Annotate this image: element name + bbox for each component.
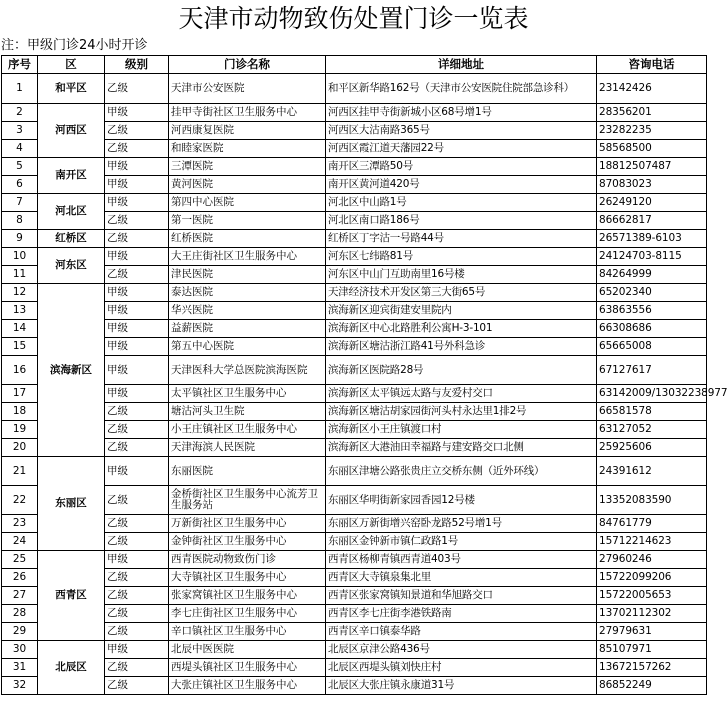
row-no: 7 [2, 194, 38, 212]
clinic-address: 河东区中山门互助南里16号楼 [326, 266, 597, 284]
clinic-level: 甲级 [105, 551, 169, 569]
table-row [2, 356, 707, 385]
clinic-address: 河西区大沽南路365号 [326, 122, 597, 140]
table-row [2, 641, 707, 659]
clinic-level: 乙级 [105, 605, 169, 623]
clinic-table [1, 55, 727, 695]
clinic-name: 红桥医院 [169, 230, 326, 248]
clinic-name: 金钟街社区卫生服务中心 [169, 533, 326, 551]
row-no: 15 [2, 338, 38, 356]
clinic-name: 第一医院 [169, 212, 326, 230]
clinic-phone: 26571389-6103 [597, 230, 707, 248]
clinic-phone: 86852249 [597, 677, 707, 695]
clinic-name: 第五中心医院 [169, 338, 326, 356]
header-district: 区 [38, 56, 105, 74]
clinic-level: 甲级 [105, 284, 169, 302]
table-row [2, 659, 707, 677]
clinic-address: 滨海新区太平镇远太路与友爱村交口 [326, 385, 597, 403]
clinic-name: 西青医院动物致伤门诊 [169, 551, 326, 569]
clinic-address: 和平区新华路162号（天津市公安医院住院部急诊科） [326, 74, 597, 104]
clinic-name: 塘沽河头卫生院 [169, 403, 326, 421]
clinic-phone: 27960246 [597, 551, 707, 569]
table-row [2, 439, 707, 457]
clinic-level: 乙级 [105, 486, 169, 515]
clinic-address: 北辰区大张庄镇永康道31号 [326, 677, 597, 695]
row-no: 26 [2, 569, 38, 587]
clinic-level: 甲级 [105, 457, 169, 486]
clinic-address: 河西区挂甲寺街新城小区68号增1号 [326, 104, 597, 122]
clinic-name: 益薪医院 [169, 320, 326, 338]
clinic-phone: 23282235 [597, 122, 707, 140]
row-no: 3 [2, 122, 38, 140]
table-row [2, 569, 707, 587]
clinic-name: 天津海滨人民医院 [169, 439, 326, 457]
clinic-level: 乙级 [105, 439, 169, 457]
clinic-name: 三潭医院 [169, 158, 326, 176]
table-row [2, 515, 707, 533]
clinic-address: 天津经济技术开发区第三大街65号 [326, 284, 597, 302]
district-cell: 红桥区 [38, 230, 105, 248]
clinic-level: 甲级 [105, 158, 169, 176]
clinic-address: 东丽区万新街增兴窑卧龙路52号增1号 [326, 515, 597, 533]
row-no: 5 [2, 158, 38, 176]
table-body [2, 74, 727, 695]
clinic-address: 滨海新区大港油田幸福路与建安路交口北侧 [326, 439, 597, 457]
clinic-name: 东丽医院 [169, 457, 326, 486]
clinic-name: 第四中心医院 [169, 194, 326, 212]
clinic-name: 和睦家医院 [169, 140, 326, 158]
row-no: 28 [2, 605, 38, 623]
clinic-phone: 66308686 [597, 320, 707, 338]
clinic-phone: 65665008 [597, 338, 707, 356]
district-cell: 滨海新区 [38, 284, 105, 457]
table-row [2, 320, 707, 338]
clinic-name: 津民医院 [169, 266, 326, 284]
clinic-phone: 27979631 [597, 623, 707, 641]
note-text: 注：甲级门诊24小时开诊 [1, 38, 148, 53]
clinic-name: 北辰中医医院 [169, 641, 326, 659]
clinic-phone: 86662817 [597, 212, 707, 230]
clinic-address: 北辰区京津公路436号 [326, 641, 597, 659]
clinic-name: 大张庄镇社区卫生服务中心 [169, 677, 326, 695]
row-no: 8 [2, 212, 38, 230]
row-no: 13 [2, 302, 38, 320]
row-no: 31 [2, 659, 38, 677]
clinic-level: 乙级 [105, 623, 169, 641]
district-cell: 河东区 [38, 248, 105, 284]
clinic-address: 东丽区金钟新市镇仁政路1号 [326, 533, 597, 551]
table-header-row [2, 56, 707, 74]
clinic-phone: 26249120 [597, 194, 707, 212]
row-no: 11 [2, 266, 38, 284]
clinic-name: 天津市公安医院 [169, 74, 326, 104]
clinic-name: 小王庄镇社区卫生服务中心 [169, 421, 326, 439]
clinic-phone: 85107971 [597, 641, 707, 659]
row-no: 18 [2, 403, 38, 421]
row-no: 25 [2, 551, 38, 569]
district-cell: 南开区 [38, 158, 105, 194]
clinic-address: 东丽区华明街新家园香园12号楼 [326, 486, 597, 515]
clinic-name: 天津医科大学总医院滨海医院 [169, 356, 326, 385]
clinic-phone: 24391612 [597, 457, 707, 486]
table-row [2, 302, 707, 320]
district-cell: 和平区 [38, 74, 105, 104]
clinic-level: 乙级 [105, 122, 169, 140]
district-cell: 北辰区 [38, 641, 105, 695]
table-row [2, 122, 707, 140]
clinic-address: 东丽区津塘公路张贵庄立交桥东侧（近外环线） [326, 457, 597, 486]
clinic-address: 红桥区丁字沽一号路44号 [326, 230, 597, 248]
clinic-name: 河西康复医院 [169, 122, 326, 140]
row-no: 1 [2, 74, 38, 104]
clinic-address: 滨海新区迎宾街建安里院内 [326, 302, 597, 320]
page-title: 天津市动物致伤处置门诊一览表 [178, 4, 529, 33]
table-row [2, 140, 707, 158]
row-no: 30 [2, 641, 38, 659]
clinic-phone: 24124703-8115 [597, 248, 707, 266]
clinic-address: 西青区大寺镇泉集北里 [326, 569, 597, 587]
clinic-level: 乙级 [105, 266, 169, 284]
clinic-name: 张家窝镇社区卫生服务中心 [169, 587, 326, 605]
clinic-phone: 15712214623 [597, 533, 707, 551]
row-no: 2 [2, 104, 38, 122]
table-row [2, 486, 707, 515]
row-no: 27 [2, 587, 38, 605]
clinic-name: 李七庄街社区卫生服务中心 [169, 605, 326, 623]
table-row [2, 457, 707, 486]
clinic-level: 甲级 [105, 320, 169, 338]
table-row [2, 194, 707, 212]
clinic-phone: 63863556 [597, 302, 707, 320]
table-row [2, 605, 707, 623]
table-row [2, 677, 707, 695]
table-row [2, 623, 707, 641]
clinic-address: 西青区李七庄街李港铁路南 [326, 605, 597, 623]
row-no: 21 [2, 457, 38, 486]
row-no: 4 [2, 140, 38, 158]
clinic-phone: 23142426 [597, 74, 707, 104]
clinic-level: 乙级 [105, 403, 169, 421]
clinic-address: 西青区辛口镇泰华路 [326, 623, 597, 641]
row-no: 20 [2, 439, 38, 457]
table-row [2, 248, 707, 266]
clinic-phone: 65202340 [597, 284, 707, 302]
clinic-level: 乙级 [105, 569, 169, 587]
row-no: 14 [2, 320, 38, 338]
clinic-address: 河北区中山路1号 [326, 194, 597, 212]
clinic-level: 甲级 [105, 338, 169, 356]
clinic-name: 泰达医院 [169, 284, 326, 302]
clinic-phone: 84264999 [597, 266, 707, 284]
clinic-address: 南开区黄河道420号 [326, 176, 597, 194]
clinic-phone: 67127617 [597, 356, 707, 385]
clinic-address: 河东区七纬路81号 [326, 248, 597, 266]
table-row [2, 338, 707, 356]
clinic-level: 乙级 [105, 587, 169, 605]
clinic-name: 金桥街社区卫生服务中心流芳卫生服务站 [169, 486, 326, 515]
clinic-level: 甲级 [105, 302, 169, 320]
clinic-phone: 13672157262 [597, 659, 707, 677]
district-cell: 河西区 [38, 104, 105, 158]
clinic-phone: 58568500 [597, 140, 707, 158]
clinic-level: 乙级 [105, 515, 169, 533]
clinic-level: 乙级 [105, 230, 169, 248]
table-row [2, 403, 707, 421]
clinic-name: 大寺镇社区卫生服务中心 [169, 569, 326, 587]
clinic-level: 乙级 [105, 74, 169, 104]
table-row [2, 212, 707, 230]
table-row [2, 421, 707, 439]
row-no: 22 [2, 486, 38, 515]
clinic-address: 滨海新区塘沽浙江路41号外科急诊 [326, 338, 597, 356]
clinic-level: 乙级 [105, 659, 169, 677]
clinic-name: 西堤头镇社区卫生服务中心 [169, 659, 326, 677]
header-name: 门诊名称 [169, 56, 326, 74]
clinic-level: 乙级 [105, 421, 169, 439]
clinic-name: 华兴医院 [169, 302, 326, 320]
clinic-address: 滨海新区小王庄镇渡口村 [326, 421, 597, 439]
clinic-phone: 28356201 [597, 104, 707, 122]
table-row [2, 104, 707, 122]
clinic-level: 乙级 [105, 212, 169, 230]
clinic-level: 乙级 [105, 677, 169, 695]
district-cell: 东丽区 [38, 457, 105, 551]
clinic-level: 乙级 [105, 140, 169, 158]
clinic-level: 甲级 [105, 248, 169, 266]
district-cell: 西青区 [38, 551, 105, 641]
clinic-phone: 66581578 [597, 403, 707, 421]
clinic-level: 甲级 [105, 104, 169, 122]
clinic-address: 北辰区西堤头镇刘快庄村 [326, 659, 597, 677]
clinic-phone: 13702112302 [597, 605, 707, 623]
clinic-phone: 25925606 [597, 439, 707, 457]
clinic-address: 西青区杨柳青镇西青道403号 [326, 551, 597, 569]
table-row [2, 158, 707, 176]
district-cell: 河北区 [38, 194, 105, 230]
clinic-address: 河西区霞江道天藩园22号 [326, 140, 597, 158]
clinic-phone: 15722099206 [597, 569, 707, 587]
row-no: 29 [2, 623, 38, 641]
clinic-level: 甲级 [105, 356, 169, 385]
row-no: 19 [2, 421, 38, 439]
row-no: 32 [2, 677, 38, 695]
clinic-address: 滨海新区塘沽胡家园街河头村永达里1排2号 [326, 403, 597, 421]
row-no: 9 [2, 230, 38, 248]
clinic-name: 辛口镇社区卫生服务中心 [169, 623, 326, 641]
row-no: 17 [2, 385, 38, 403]
clinic-address: 滨海新区中心北路胜利公寓H-3-101 [326, 320, 597, 338]
table-row [2, 551, 707, 569]
clinic-phone: 18812507487 [597, 158, 707, 176]
clinic-phone: 63142009/13032238977 [597, 385, 707, 403]
clinic-name: 挂甲寺街社区卫生服务中心 [169, 104, 326, 122]
header-phone: 咨询电话 [597, 56, 707, 74]
header-no: 序号 [2, 56, 38, 74]
row-no: 12 [2, 284, 38, 302]
table-row [2, 230, 707, 248]
table-row [2, 284, 707, 302]
clinic-name: 万新街社区卫生服务中心 [169, 515, 326, 533]
clinic-name: 黄河医院 [169, 176, 326, 194]
clinic-phone: 63127052 [597, 421, 707, 439]
clinic-phone: 13352083590 [597, 486, 707, 515]
header-address: 详细地址 [326, 56, 597, 74]
header-level: 级别 [105, 56, 169, 74]
clinic-phone: 84761779 [597, 515, 707, 533]
row-no: 16 [2, 356, 38, 385]
row-no: 24 [2, 533, 38, 551]
table-row [2, 587, 707, 605]
clinic-name: 太平镇社区卫生服务中心 [169, 385, 326, 403]
clinic-level: 乙级 [105, 533, 169, 551]
clinic-name: 大王庄街社区卫生服务中心 [169, 248, 326, 266]
clinic-level: 甲级 [105, 176, 169, 194]
clinic-level: 甲级 [105, 641, 169, 659]
row-no: 6 [2, 176, 38, 194]
clinic-phone: 15722005653 [597, 587, 707, 605]
clinic-address: 滨海新区医院路28号 [326, 356, 597, 385]
row-no: 10 [2, 248, 38, 266]
table-row [2, 74, 707, 104]
table-row [2, 533, 707, 551]
clinic-address: 南开区三潭路50号 [326, 158, 597, 176]
clinic-level: 甲级 [105, 194, 169, 212]
table-row [2, 385, 707, 403]
row-no: 23 [2, 515, 38, 533]
clinic-level: 甲级 [105, 385, 169, 403]
table-row [2, 266, 707, 284]
clinic-phone: 87083023 [597, 176, 707, 194]
table-row [2, 176, 707, 194]
clinic-address: 西青区张家窝镇知景道和华旭路交口 [326, 587, 597, 605]
clinic-address: 河北区南口路186号 [326, 212, 597, 230]
